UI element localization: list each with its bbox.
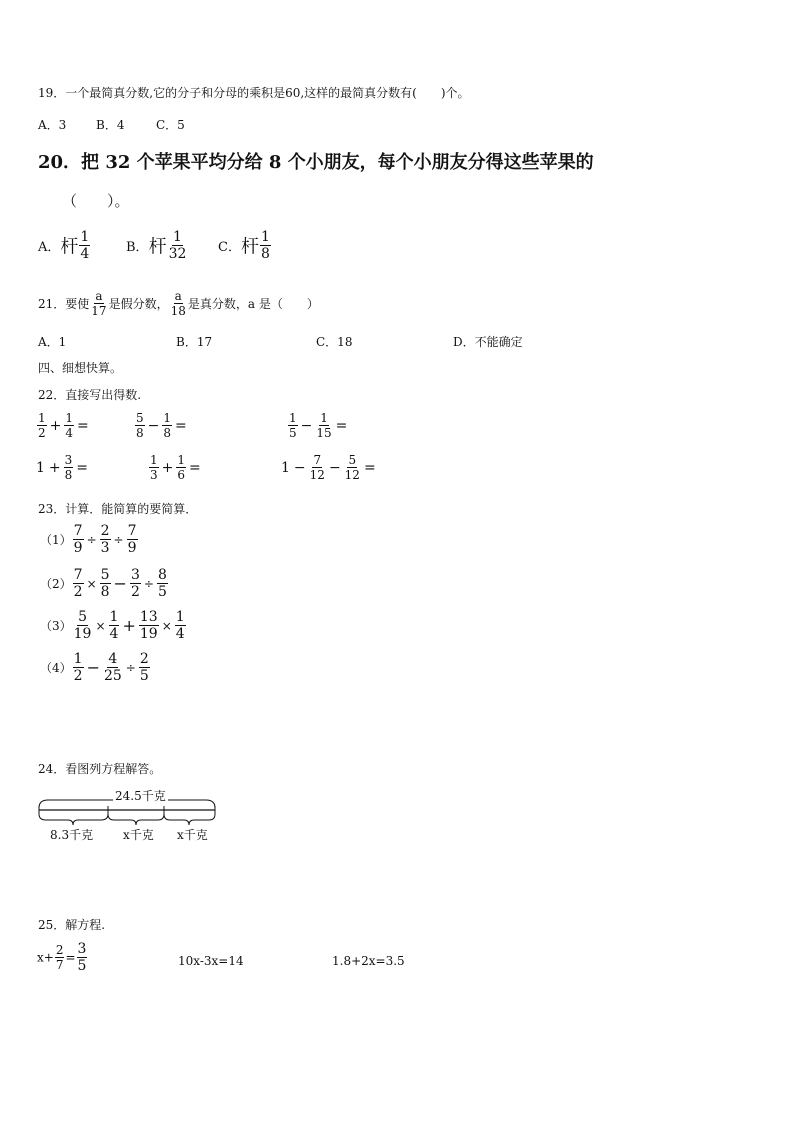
equals-sign: = <box>335 417 348 434</box>
equals-sign: = <box>363 459 376 476</box>
numerator: 1 <box>65 411 74 425</box>
section-4-heading: 四、细想快算。 <box>38 361 123 375</box>
operator: − <box>300 417 313 434</box>
q24-seg3-brace <box>164 814 215 825</box>
q20-option-b-fraction <box>168 230 188 261</box>
denominator: 2 <box>130 584 140 600</box>
numerator: 5 <box>348 453 357 467</box>
denominator: 3 <box>150 468 158 482</box>
numerator: 4 <box>108 651 118 667</box>
fraction <box>135 412 145 439</box>
q20-option-a <box>38 230 91 261</box>
q19-option-b: B．4 <box>96 118 125 132</box>
fraction <box>37 412 47 439</box>
fraction <box>315 412 332 439</box>
operator: ÷ <box>125 660 136 675</box>
numerator: 5 <box>78 609 88 625</box>
denominator: 6 <box>177 468 186 482</box>
q21-stem <box>38 290 319 317</box>
q25-eq1 <box>37 942 88 973</box>
fraction <box>288 412 298 439</box>
equals-sign: = <box>77 417 89 434</box>
numerator: 5 <box>100 567 110 583</box>
numerator: 1 <box>163 411 172 425</box>
denominator: 5 <box>77 958 87 974</box>
operator: − <box>113 574 127 593</box>
equals-sign: = <box>189 459 201 476</box>
operator: − <box>86 658 100 677</box>
fraction <box>77 942 88 973</box>
denominator: 8 <box>136 426 144 440</box>
numerator: 3 <box>130 567 140 583</box>
q20-option-c-label: C． <box>218 240 241 255</box>
denominator: 4 <box>80 246 90 262</box>
fraction <box>157 568 168 599</box>
denominator: 8 <box>100 584 110 600</box>
q23-problem-1 <box>40 524 139 555</box>
equals-sign: = <box>65 950 76 965</box>
denominator: 9 <box>73 540 83 556</box>
q24-seg2-brace <box>108 814 164 825</box>
numerator: 3 <box>77 941 87 957</box>
q20-option-a-char: 杆 <box>60 236 79 258</box>
fraction <box>309 454 326 481</box>
numerator: 1 <box>173 229 182 245</box>
numerator: 3 <box>64 453 73 467</box>
denominator: 2 <box>38 426 46 440</box>
q24-seg1-label: 8.3千克 <box>50 828 94 842</box>
whole-number: 1 <box>36 459 45 476</box>
q20-option-a-fraction <box>79 230 90 261</box>
numerator: a <box>95 289 103 303</box>
q20-option-b <box>126 230 188 261</box>
whole-number: 1 <box>281 459 290 476</box>
operator: + <box>161 459 174 476</box>
fraction <box>344 454 361 481</box>
q23-problem-4 <box>40 652 151 683</box>
numerator: 1 <box>80 229 90 245</box>
q25-eq3: 1.8+2x=3.5 <box>332 954 405 968</box>
q25-eq2: 10x-3x=14 <box>178 954 244 968</box>
problem-label: （1） <box>40 533 72 547</box>
q19-option-c: C．5 <box>156 118 185 132</box>
q19-stem: 19．一个最简真分数,它的分子和分母的乘积是60,这样的最简真分数有( )个。 <box>38 86 470 100</box>
denominator: 32 <box>168 246 187 262</box>
fraction <box>64 412 74 439</box>
denominator: 17 <box>91 304 107 318</box>
q21-suffix: 是真分数，a 是（ ） <box>187 297 319 311</box>
fraction <box>175 610 186 641</box>
q24-seg3-label: x千克 <box>177 828 208 842</box>
fraction <box>109 610 120 641</box>
denominator: 4 <box>109 626 119 642</box>
q21-option-a: A．1 <box>38 335 67 349</box>
fraction <box>100 568 111 599</box>
q22-eq1 <box>36 412 91 439</box>
q24-total-label: 24.5千克 <box>115 789 166 803</box>
denominator: 19 <box>73 626 92 642</box>
numerator: 1 <box>260 229 270 245</box>
fraction <box>55 944 65 971</box>
denominator: 8 <box>163 426 172 440</box>
denominator: 2 <box>73 584 83 600</box>
denominator: 12 <box>344 468 360 482</box>
numerator: 2 <box>100 523 110 539</box>
fraction <box>127 524 138 555</box>
equals-sign: = <box>175 417 187 434</box>
numerator: 1 <box>38 411 46 425</box>
fraction <box>100 524 111 555</box>
operator: ÷ <box>143 576 154 591</box>
numerator: 8 <box>157 567 167 583</box>
q21-prefix: 21．要使 <box>38 297 90 311</box>
q22-title: 22．直接写出得数. <box>38 388 142 402</box>
operator: + <box>48 459 61 476</box>
operator: − <box>293 459 306 476</box>
numerator: 7 <box>313 453 322 467</box>
denominator: 9 <box>127 540 137 556</box>
q23-problem-3 <box>40 610 187 641</box>
fraction <box>139 652 150 683</box>
q20-stem-line1: 20．把 32 个苹果平均分给 8 个小朋友，每个小朋友分得这些苹果的 <box>38 152 594 173</box>
q19-option-a: A．3 <box>38 118 67 132</box>
q24-title: 24．看图列方程解答。 <box>38 762 162 776</box>
numerator: 1 <box>320 411 328 425</box>
numerator: 1 <box>150 453 158 467</box>
fraction <box>130 568 141 599</box>
numerator: 5 <box>136 411 144 425</box>
q21-fraction-a-17 <box>90 290 107 317</box>
numerator: 7 <box>73 567 83 583</box>
numerator: 1 <box>177 453 186 467</box>
expression: x+ <box>37 950 54 965</box>
operator: × <box>161 618 172 633</box>
denominator: 25 <box>103 668 122 684</box>
denominator: 5 <box>289 426 297 440</box>
numerator: 13 <box>139 609 158 625</box>
problem-label: （2） <box>40 577 72 591</box>
q20-option-c-fraction <box>260 230 271 261</box>
q24-seg2-label: x千克 <box>123 828 154 842</box>
numerator: 1 <box>175 609 185 625</box>
denominator: 3 <box>100 540 110 556</box>
fraction <box>73 652 84 683</box>
denominator: 5 <box>157 584 167 600</box>
operator: − <box>147 417 160 434</box>
denominator: 15 <box>316 426 332 440</box>
denominator: 12 <box>309 468 325 482</box>
fraction <box>64 454 74 481</box>
fraction <box>73 610 93 641</box>
q25-title: 25．解方程. <box>38 918 106 932</box>
q21-option-b: B．17 <box>176 335 213 349</box>
q20-option-b-label: B． <box>126 240 149 255</box>
numerator: a <box>174 289 182 303</box>
q24-seg1-brace <box>39 814 108 825</box>
q21-option-d: D．不能确定 <box>453 335 523 349</box>
q20-option-a-label: A． <box>38 240 61 255</box>
denominator: 8 <box>64 468 73 482</box>
fraction <box>139 610 159 641</box>
fraction <box>162 412 172 439</box>
problem-label: （4） <box>40 661 72 675</box>
denominator: 4 <box>175 626 185 642</box>
denominator: 7 <box>55 958 64 972</box>
operator: × <box>95 618 106 633</box>
q20-option-c-char: 杆 <box>240 236 259 258</box>
operator: − <box>328 459 341 476</box>
numerator: 1 <box>109 609 119 625</box>
operator: ÷ <box>86 532 97 547</box>
q23-title: 23．计算．能简算的要简算． <box>38 502 198 516</box>
problem-label: （3） <box>40 619 72 633</box>
operator: + <box>49 417 62 434</box>
denominator: 18 <box>170 304 186 318</box>
fraction <box>73 568 84 599</box>
q22-eq6 <box>281 454 378 481</box>
numerator: 2 <box>55 943 64 957</box>
q23-problem-2 <box>40 568 169 599</box>
denominator: 5 <box>139 668 149 684</box>
fraction <box>176 454 186 481</box>
q22-eq4 <box>36 454 90 481</box>
numerator: 2 <box>139 651 149 667</box>
q22-eq5 <box>148 454 203 481</box>
numerator: 7 <box>127 523 137 539</box>
q21-mid: 是假分数， <box>108 297 169 311</box>
fraction <box>73 524 84 555</box>
equals-sign: = <box>76 459 89 476</box>
q22-eq3 <box>287 412 349 439</box>
operator: × <box>86 576 97 591</box>
q22-eq2 <box>134 412 189 439</box>
q20-stem-line2: （ ）。 <box>62 192 130 210</box>
q21-option-c: C．18 <box>316 335 353 349</box>
q20-option-b-char: 杆 <box>148 236 167 258</box>
q20-option-c <box>218 230 272 261</box>
denominator: 2 <box>73 668 83 684</box>
numerator: 7 <box>73 523 83 539</box>
operator: + <box>122 616 136 635</box>
fraction <box>149 454 159 481</box>
q21-fraction-a-18 <box>170 290 187 317</box>
numerator: 1 <box>289 411 297 425</box>
denominator: 19 <box>139 626 158 642</box>
denominator: 8 <box>260 246 270 262</box>
fraction <box>103 652 123 683</box>
operator: ÷ <box>113 532 124 547</box>
denominator: 4 <box>65 426 74 440</box>
numerator: 1 <box>73 651 83 667</box>
